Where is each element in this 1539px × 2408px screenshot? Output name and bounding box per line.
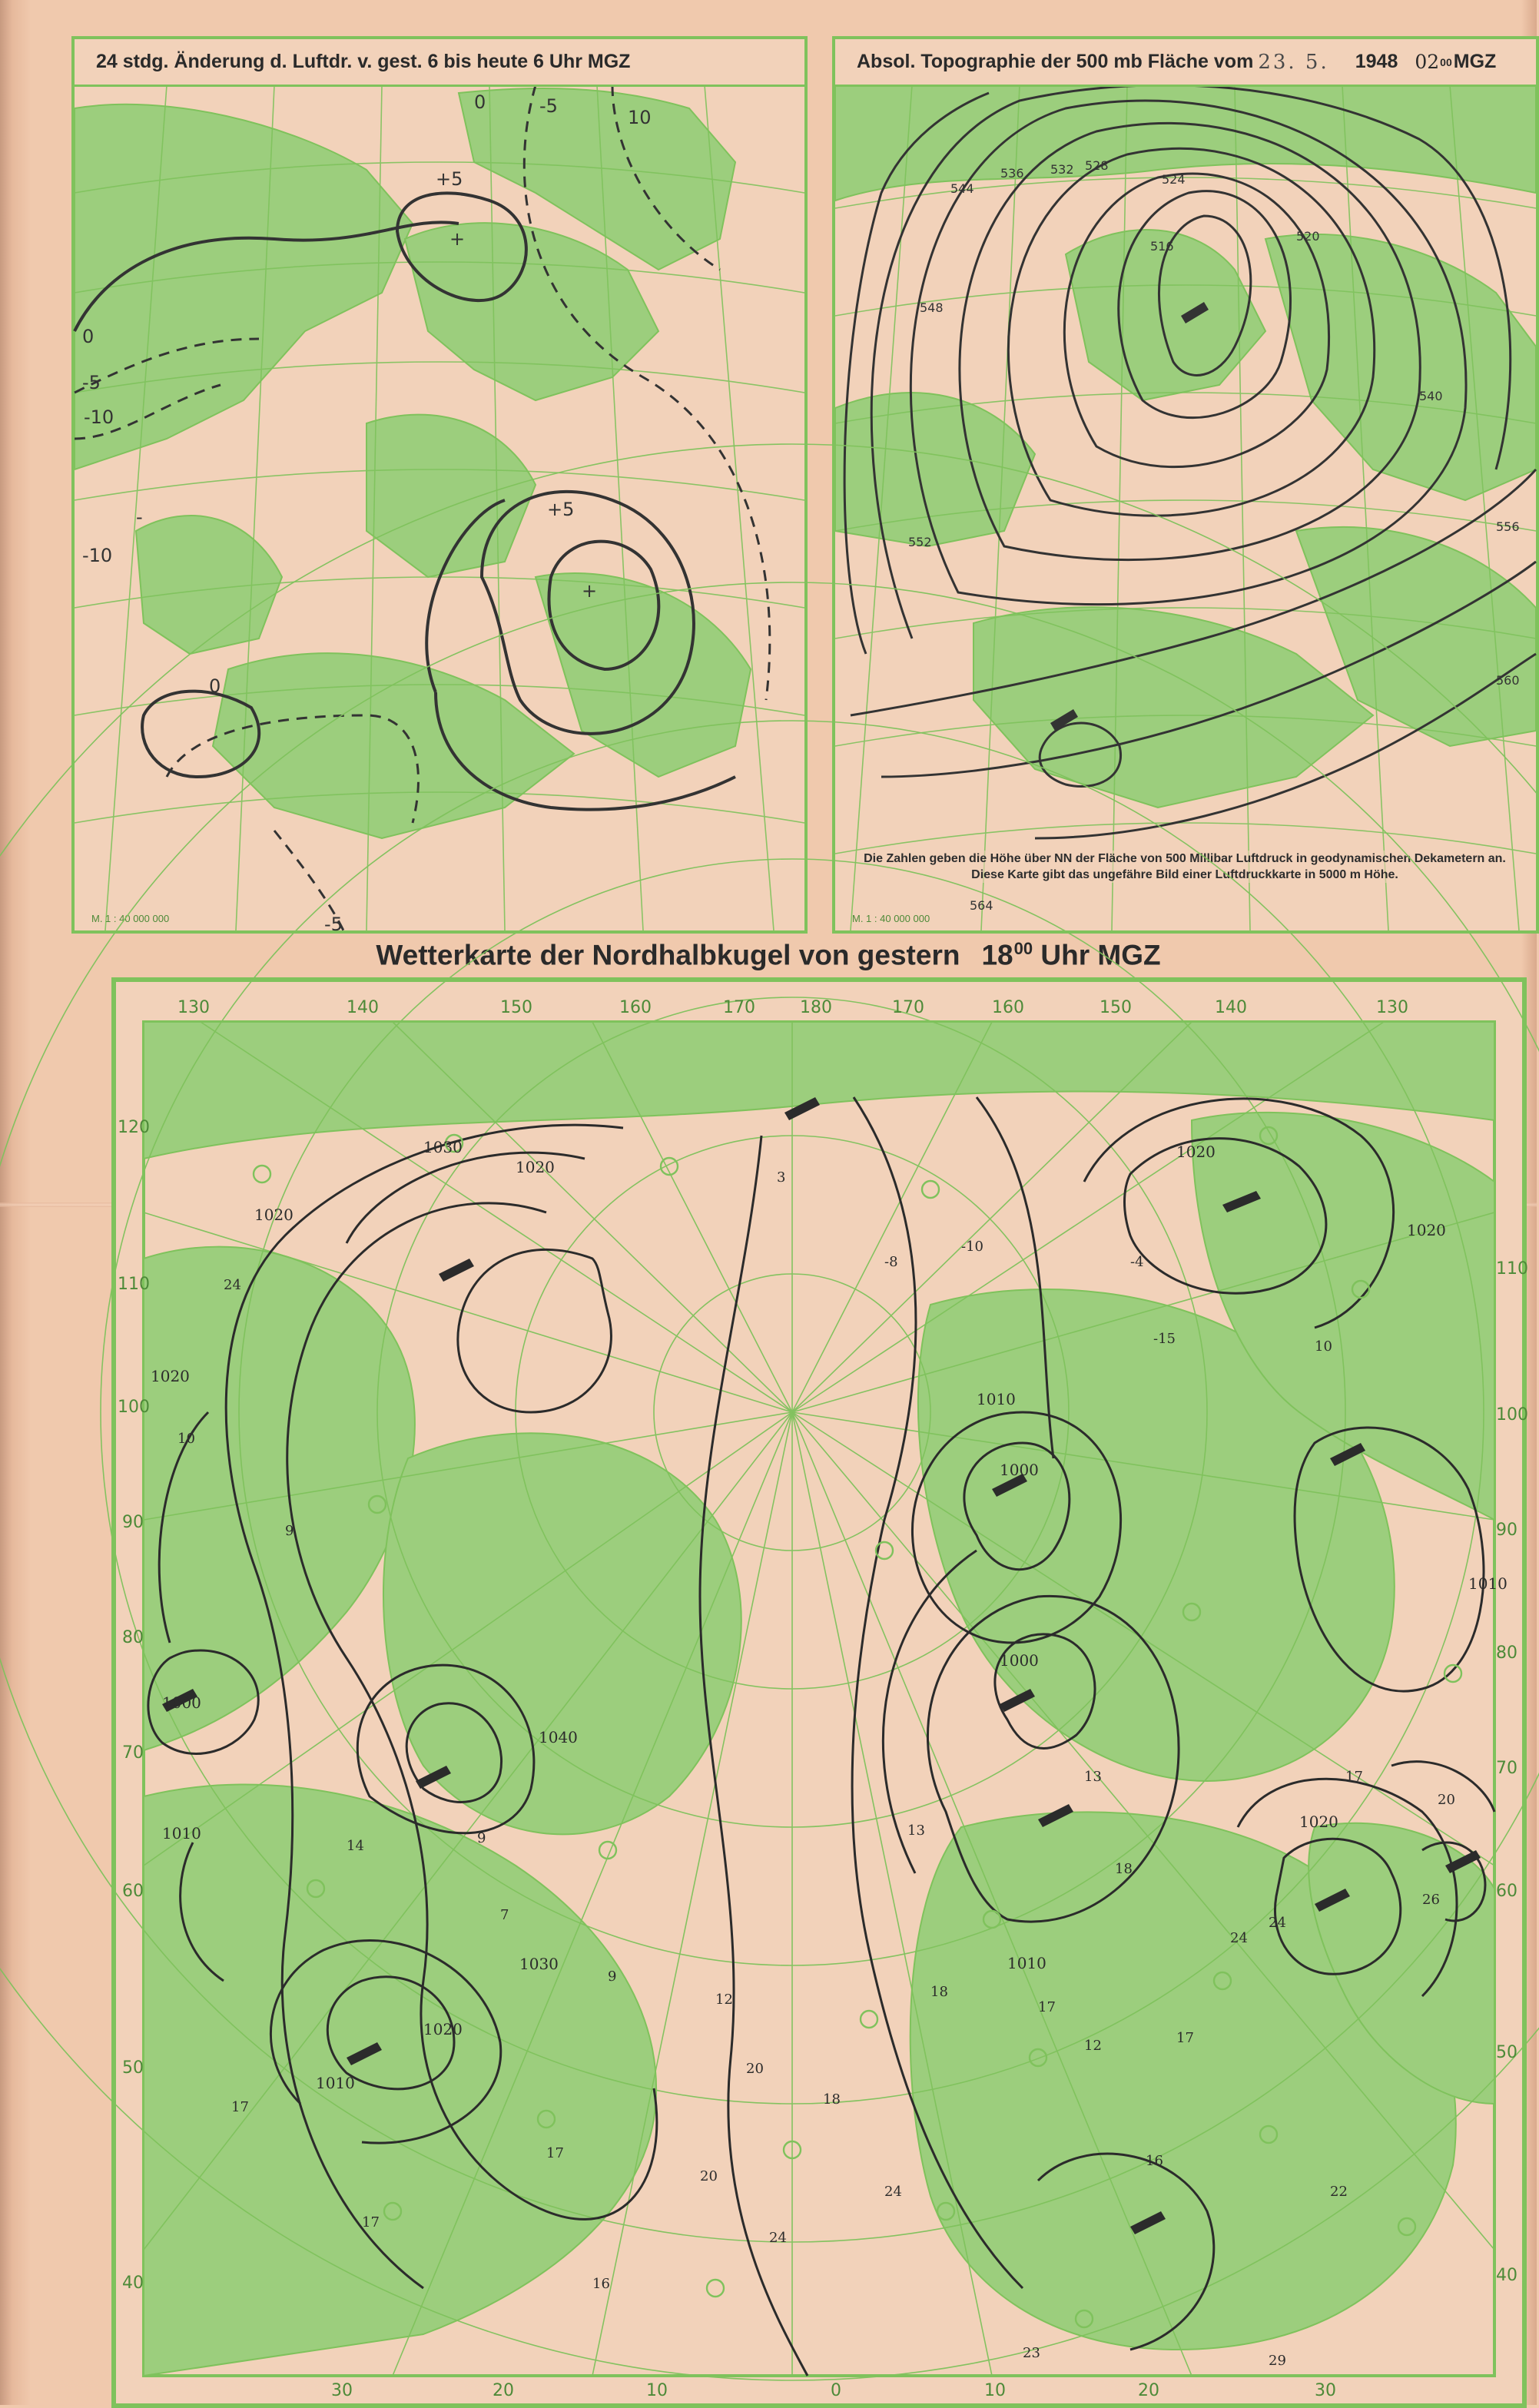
- topography-time: 02: [1415, 51, 1440, 73]
- contour-label: 544: [950, 181, 974, 196]
- topography-title-prefix: Absol. Topographie der 500 mb Fläche vom: [857, 51, 1254, 72]
- svg-text:26: 26: [1422, 1892, 1440, 1908]
- contour-label: 564: [970, 898, 993, 913]
- tick-label-top: 160: [992, 998, 1024, 1017]
- tick-label-bottom: 30: [331, 2381, 353, 2400]
- svg-text:20: 20: [1438, 1792, 1455, 1808]
- svg-text:10: 10: [177, 1431, 195, 1447]
- isobar-label: 1010: [977, 1390, 1016, 1408]
- map-scale: M. 1 : 40 000 000: [91, 913, 170, 924]
- contour-label: 516: [1150, 239, 1174, 254]
- isobar-label: 1020: [1299, 1813, 1338, 1831]
- tick-label-bottom: 10: [984, 2381, 1006, 2400]
- main-map-heading: [0, 939, 1537, 971]
- svg-text:3: 3: [777, 1169, 786, 1186]
- tick-label-right: 60: [1496, 1882, 1517, 1901]
- isobar-label: 1030: [423, 1138, 463, 1156]
- tick-label-bottom: 30: [1315, 2381, 1336, 2400]
- isobar-label: 1030: [519, 1955, 559, 1973]
- svg-text:13: 13: [1084, 1769, 1102, 1785]
- contour-label: 528: [1085, 158, 1109, 173]
- map-label: +5: [436, 168, 463, 190]
- svg-text:18: 18: [930, 1984, 948, 2000]
- map-label: 0: [209, 675, 221, 697]
- svg-text:17: 17: [362, 2214, 380, 2231]
- svg-text:24: 24: [224, 1277, 241, 1293]
- tick-label-left: 50: [122, 2058, 144, 2078]
- tick-label-left: 60: [122, 1882, 144, 1901]
- northern-hemisphere-graphic: [116, 982, 1528, 2403]
- map-label: -: [136, 506, 143, 528]
- tick-label-right: 90: [1496, 1521, 1517, 1540]
- isobar-label: 1020: [516, 1158, 555, 1176]
- svg-text:17: 17: [1038, 1999, 1056, 2015]
- pressure-change-map-graphic: [75, 39, 804, 935]
- map-label: 10: [628, 107, 652, 128]
- tick-label-bottom: 20: [1138, 2381, 1159, 2400]
- svg-text:-4: -4: [1130, 1254, 1144, 1270]
- svg-text:20: 20: [746, 2061, 764, 2077]
- tick-label-left: 110: [118, 1275, 150, 1294]
- svg-text:17: 17: [231, 2099, 249, 2115]
- contour-label: 536: [1000, 166, 1024, 181]
- svg-text:-15: -15: [1153, 1331, 1176, 1347]
- map-label: 0: [82, 326, 95, 347]
- svg-text:17: 17: [546, 2145, 564, 2161]
- map-label: -5: [539, 95, 558, 117]
- main-map-time-suffix: Uhr MGZ: [1040, 939, 1161, 971]
- map-label: +: [582, 580, 598, 602]
- northern-hemisphere-map: [111, 977, 1527, 2408]
- tick-label-bottom: 0: [831, 2381, 841, 2400]
- tick-label-top: 140: [347, 998, 379, 1017]
- tick-label-top: 180: [800, 998, 832, 1017]
- tick-label-left: 80: [122, 1628, 144, 1647]
- svg-text:24: 24: [769, 2230, 787, 2246]
- isobar-label: 1020: [1407, 1221, 1446, 1239]
- isobar-label: 1010: [162, 1824, 201, 1842]
- tick-label-top: 170: [723, 998, 755, 1017]
- map-scale: M. 1 : 40 000 000: [852, 913, 930, 924]
- map-label: -10: [84, 406, 114, 428]
- tick-label-right: 40: [1496, 2266, 1517, 2285]
- svg-text:29: 29: [1269, 2353, 1286, 2369]
- isobar-label: 1000: [1000, 1461, 1039, 1479]
- isobar-label: 1010: [1468, 1574, 1507, 1593]
- contour-label: 548: [920, 300, 944, 315]
- tick-label-left: 40: [122, 2274, 144, 2293]
- svg-text:10: 10: [1315, 1338, 1332, 1355]
- tick-label-top: 160: [619, 998, 652, 1017]
- isobar-label: 1010: [1007, 1954, 1046, 1972]
- svg-text:22: 22: [1330, 2184, 1348, 2200]
- contour-label: 524: [1162, 172, 1186, 187]
- tick-label-top: 130: [177, 998, 210, 1017]
- tick-label-left: 90: [122, 1513, 144, 1532]
- isobar-label: 1020: [254, 1206, 294, 1224]
- svg-text:16: 16: [1146, 2153, 1163, 2169]
- isobar-label: 1000: [1000, 1651, 1039, 1670]
- isobar-label: 1010: [316, 2074, 355, 2092]
- isobar-label: 1020: [423, 2020, 463, 2038]
- map-label: +: [449, 228, 466, 250]
- contour-label: 556: [1496, 519, 1520, 534]
- svg-text:17: 17: [1345, 1769, 1363, 1785]
- tick-label-right: 70: [1496, 1759, 1517, 1778]
- contour-label: 560: [1496, 673, 1520, 688]
- svg-text:17: 17: [1176, 2030, 1194, 2046]
- map-label: -5: [82, 372, 101, 393]
- pressure-change-title: 24 stdg. Änderung d. Luftdr. v. gest. 6 bis heute 6 Uhr MGZ: [75, 39, 804, 87]
- tick-label-left: 70: [122, 1743, 144, 1763]
- svg-text:24: 24: [884, 2184, 902, 2200]
- tick-label-top: 130: [1376, 998, 1408, 1017]
- tick-label-top: 150: [1100, 998, 1132, 1017]
- topography-title: [835, 39, 1536, 87]
- svg-text:24: 24: [1230, 1930, 1248, 1946]
- main-map-time-sup: 00: [1013, 939, 1033, 958]
- svg-text:12: 12: [1084, 2038, 1102, 2054]
- svg-text:16: 16: [592, 2276, 610, 2292]
- map-label: +5: [547, 499, 575, 520]
- tick-label-right: 80: [1496, 1643, 1517, 1663]
- svg-text:7: 7: [500, 1907, 509, 1923]
- pressure-change-map: [71, 36, 808, 934]
- main-map-time: 18: [981, 939, 1013, 971]
- map-label: -10: [82, 545, 113, 566]
- tick-label-top: 140: [1215, 998, 1247, 1017]
- contour-label: 520: [1296, 229, 1320, 244]
- svg-text:9: 9: [285, 1523, 294, 1539]
- svg-text:13: 13: [907, 1823, 925, 1839]
- svg-text:14: 14: [347, 1838, 364, 1854]
- isobar-label: 1000: [162, 1693, 201, 1712]
- svg-text:12: 12: [715, 1992, 733, 2008]
- tick-label-top: 150: [500, 998, 532, 1017]
- topography-time-sup: 00: [1440, 55, 1452, 68]
- tick-label-right: 110: [1496, 1259, 1528, 1279]
- tick-label-left: 100: [118, 1398, 150, 1417]
- svg-text:18: 18: [1115, 1861, 1133, 1877]
- contour-label: 552: [908, 535, 932, 549]
- topography-note: Die Zahlen geben die Höhe über NN der Fläche von 500 Millibar Luftdruck in geodynamischen Dekametern an. Diese Karte gibt das ungefähre Bild einer Luftdruckkarte in 5000 m Höhe.: [862, 851, 1507, 883]
- isobar-label: 1020: [1176, 1143, 1216, 1161]
- svg-text:-10: -10: [961, 1239, 983, 1255]
- tick-label-left: 120: [118, 1118, 150, 1137]
- topography-time-suffix: MGZ: [1453, 51, 1497, 72]
- topography-500mb-map: [832, 36, 1539, 934]
- isobar-label: 1020: [151, 1367, 190, 1385]
- main-map-title: Wetterkarte der Nordhalbkugel von gestern: [376, 939, 960, 971]
- tick-label-right: 100: [1496, 1405, 1528, 1425]
- isobar-label: 1040: [539, 1728, 578, 1746]
- svg-text:9: 9: [477, 1830, 486, 1846]
- topography-date: 23. 5.: [1258, 50, 1329, 74]
- topography-map-graphic: [835, 39, 1536, 930]
- contour-label: 540: [1419, 389, 1443, 403]
- tick-label-bottom: 10: [646, 2381, 668, 2400]
- svg-text:23: 23: [1023, 2345, 1040, 2361]
- svg-text:18: 18: [823, 2091, 841, 2108]
- svg-text:20: 20: [700, 2168, 718, 2184]
- tick-label-bottom: 20: [493, 2381, 514, 2400]
- svg-text:-8: -8: [884, 1254, 898, 1270]
- map-label: 0: [474, 91, 486, 113]
- svg-text:9: 9: [608, 1969, 617, 1985]
- svg-text:24: 24: [1269, 1915, 1286, 1931]
- contour-label: 532: [1050, 162, 1074, 177]
- tick-label-top: 170: [892, 998, 924, 1017]
- tick-label-right: 50: [1496, 2043, 1517, 2062]
- topography-year: 1948: [1355, 51, 1398, 72]
- map-label: -5: [324, 914, 343, 935]
